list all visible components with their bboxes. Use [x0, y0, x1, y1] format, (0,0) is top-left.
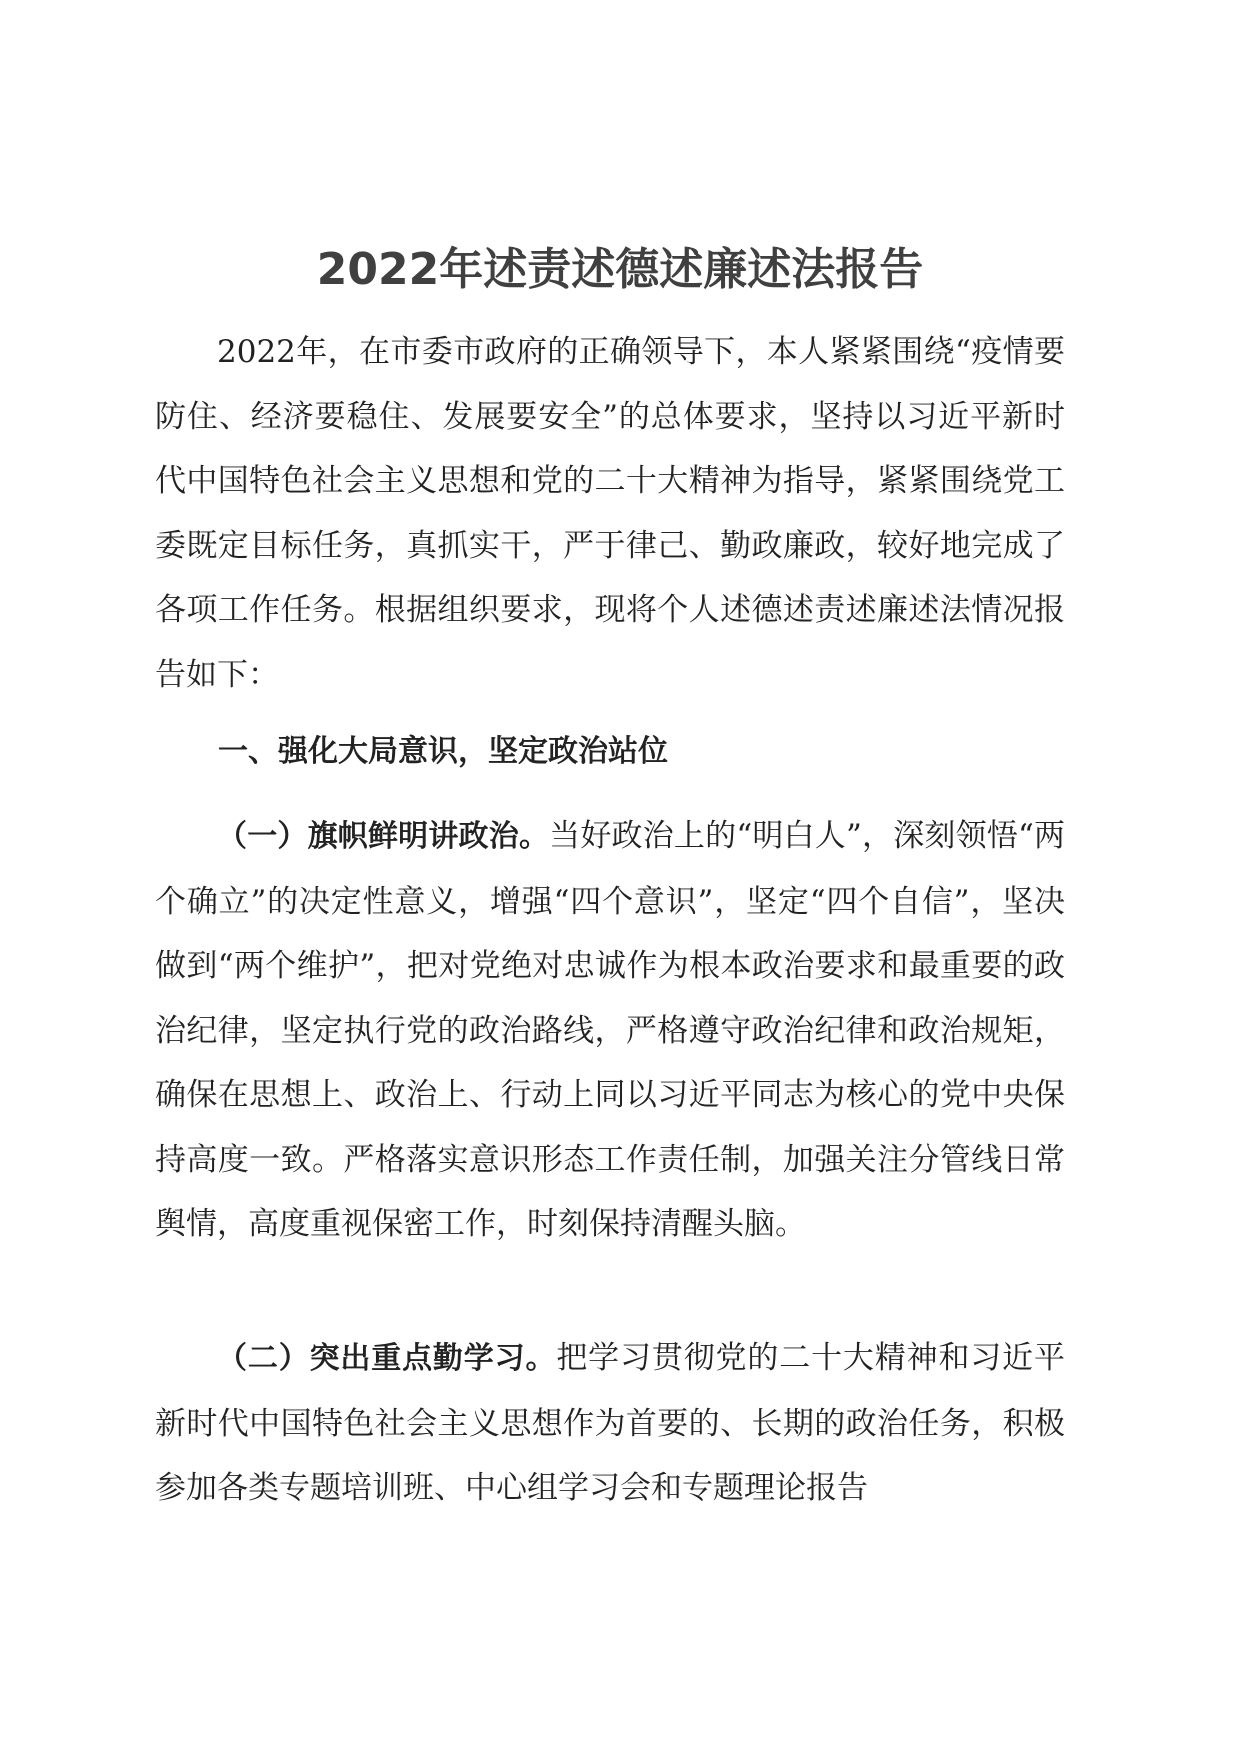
paragraph-item-1-text: 当好政治上的“明白人”，深刻领悟“两个确立”的决定性意义，增强“四个意识”，坚定“四个自信”，坚决做到“两个维护”，把对党绝对忠诚作为根本政治要求和最重要的政治纪律，坚定执行党的政治路线，严格遵守政治纪律和政治规矩，确保在思想上、政治上、行动上同以习近平同志为核心的党中央保持高度一致。严格落实意识形态工作责任制，加强关注分管线日常舆情，高度重视保密工作，时刻保持清醒头脑。 [155, 818, 1066, 1242]
paragraph-item-1-lead: （一）旗帜鲜明讲政治。 [217, 819, 550, 854]
paragraph-item-2-text: 把学习贯彻党的二十大精神和习近平新时代中国特色社会主义思想作为首要的、长期的政治任务，积极参加各类专题培训班、中心组学习会和专题理论报告 [155, 1340, 1066, 1506]
section-heading-1: 一、强化大局意识，坚定政治站位 [218, 734, 668, 769]
intro-paragraph: 2022年，在市委市政府的正确领导下，本人紧紧围绕“疫情要防住、经济要稳住、发展要安全”的总体要求，坚持以习近平新时代中国特色社会主义思想和党的二十大精神为指导，紧紧围绕党工委既定目标任务，真抓实干，严于律己、勤政廉政，较好地完成了各项工作任务。根据组织要求，现将个人述德述责述廉述法情况报告如下： [155, 334, 1065, 693]
document-title: 2022年述责述德述廉述法报告 [316, 244, 924, 295]
paragraph-item-2 [155, 1326, 1065, 1521]
paragraph-item-2-lead: （二）突出重点勤学习。 [217, 1341, 557, 1376]
paragraph-item-1 [155, 804, 1065, 1257]
